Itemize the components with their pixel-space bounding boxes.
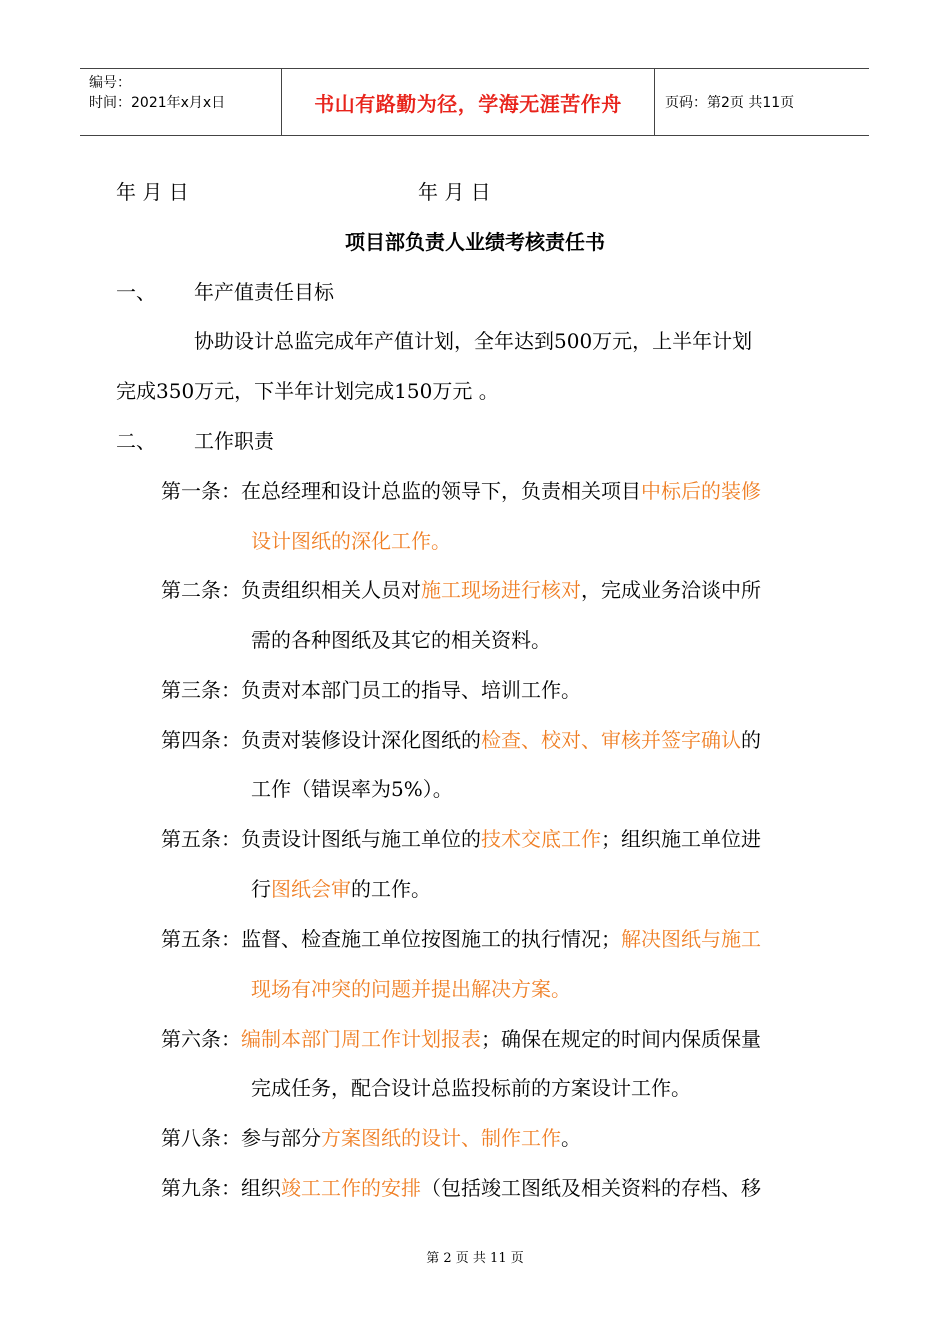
clause-4-line2: 工作（错误率为5%）。 [251,777,453,801]
clause-text: ；组织施工单位进 [601,827,761,851]
clause-9-line1 [161,1176,761,1200]
clause-1-line1 [161,479,761,503]
clause-3-line1 [161,678,581,702]
clause-2-line1 [161,578,761,602]
clause-text: ；确保在规定的时间内保质保量 [481,1027,761,1051]
clause-highlight: 方案图纸的设计、制作工作 [321,1126,561,1150]
clause-label: 第四条： [161,728,241,752]
clause-label: 第五条： [161,827,241,851]
clause-text: ，完成业务洽谈中所 [581,578,761,602]
clause-text: 的 [741,728,761,752]
clause-5b-line1 [161,927,761,951]
clause-label: 第六条： [161,1027,241,1051]
section1-para-line1: 协助设计总监完成年产值计划，全年达到500万元，上半年计划 [194,329,753,353]
header-motto: 书山有路勤为径，学海无涯苦作舟 [282,69,655,135]
clause-5b-line2: 现场有冲突的问题并提出解决方案。 [251,977,571,1001]
clause-text: 。 [561,1126,581,1150]
clause-highlight: 编制本部门周工作计划报表 [241,1027,481,1051]
clause-text: 负责设计图纸与施工单位的 [241,827,481,851]
header-number: 编号： [89,75,131,91]
date-right: 年 月 日 [418,180,491,204]
clause-label: 第三条： [161,678,241,702]
page-footer: 第 2 页 共 11 页 [426,1251,524,1266]
clause-text: 负责组织相关人员对 [241,578,421,602]
clause-5-line1 [161,827,761,851]
clause-8-line1 [161,1126,581,1150]
clause-2-line2: 需的各种图纸及其它的相关资料。 [251,628,551,652]
clause-text: 行 [251,877,271,901]
clause-label: 第一条： [161,479,241,503]
clause-text: 负责对装修设计深化图纸的 [241,728,481,752]
clause-text: 的工作。 [351,877,431,901]
clause-text: 在总经理和设计总监的领导下，负责相关项目 [241,479,641,503]
date-left: 年 月 日 [116,180,189,204]
section2-heading: 工作职责 [194,429,274,453]
page-header [80,68,869,136]
clause-highlight: 竣工工作的安排 [281,1176,421,1200]
section1-para-line2: 完成350万元，下半年计划完成150万元 。 [116,379,499,403]
clause-label: 第五条： [161,927,241,951]
header-page: 页码：第2页 共11页 [665,95,795,111]
section1-number: 一、 [116,280,156,304]
clause-text: 负责对本部门员工的指导、培训工作。 [241,678,581,702]
clause-highlight: 解决图纸与施工 [621,927,761,951]
clause-1-line2: 设计图纸的深化工作。 [251,529,451,553]
clause-text: 组织 [241,1176,281,1200]
clause-highlight: 中标后的装修 [641,479,761,503]
clause-text: 参与部分 [241,1126,321,1150]
section1-heading: 年产值责任目标 [194,280,334,304]
clause-highlight: 检查、校对、审核并签字确认 [481,728,741,752]
clause-label: 第八条： [161,1126,241,1150]
clause-text: （包括竣工图纸及相关资料的存档、移 [421,1176,761,1200]
clause-label: 第九条： [161,1176,241,1200]
clause-text: 监督、检查施工单位按图施工的执行情况； [241,927,621,951]
clause-5-line2 [251,877,431,901]
clause-6-line2: 完成任务，配合设计总监投标前的方案设计工作。 [251,1076,691,1100]
header-info [80,69,282,135]
clause-6-line1 [161,1027,761,1051]
clause-label: 第二条： [161,578,241,602]
clause-highlight: 技术交底工作 [481,827,601,851]
clause-highlight: 图纸会审 [271,877,351,901]
clause-highlight: 施工现场进行核对 [421,578,581,602]
document-title: 项目部负责人业绩考核责任书 [345,230,605,254]
clause-4-line1 [161,728,761,752]
header-date: 时间：2021年x月x日 [89,95,226,111]
section2-number: 二、 [116,429,156,453]
